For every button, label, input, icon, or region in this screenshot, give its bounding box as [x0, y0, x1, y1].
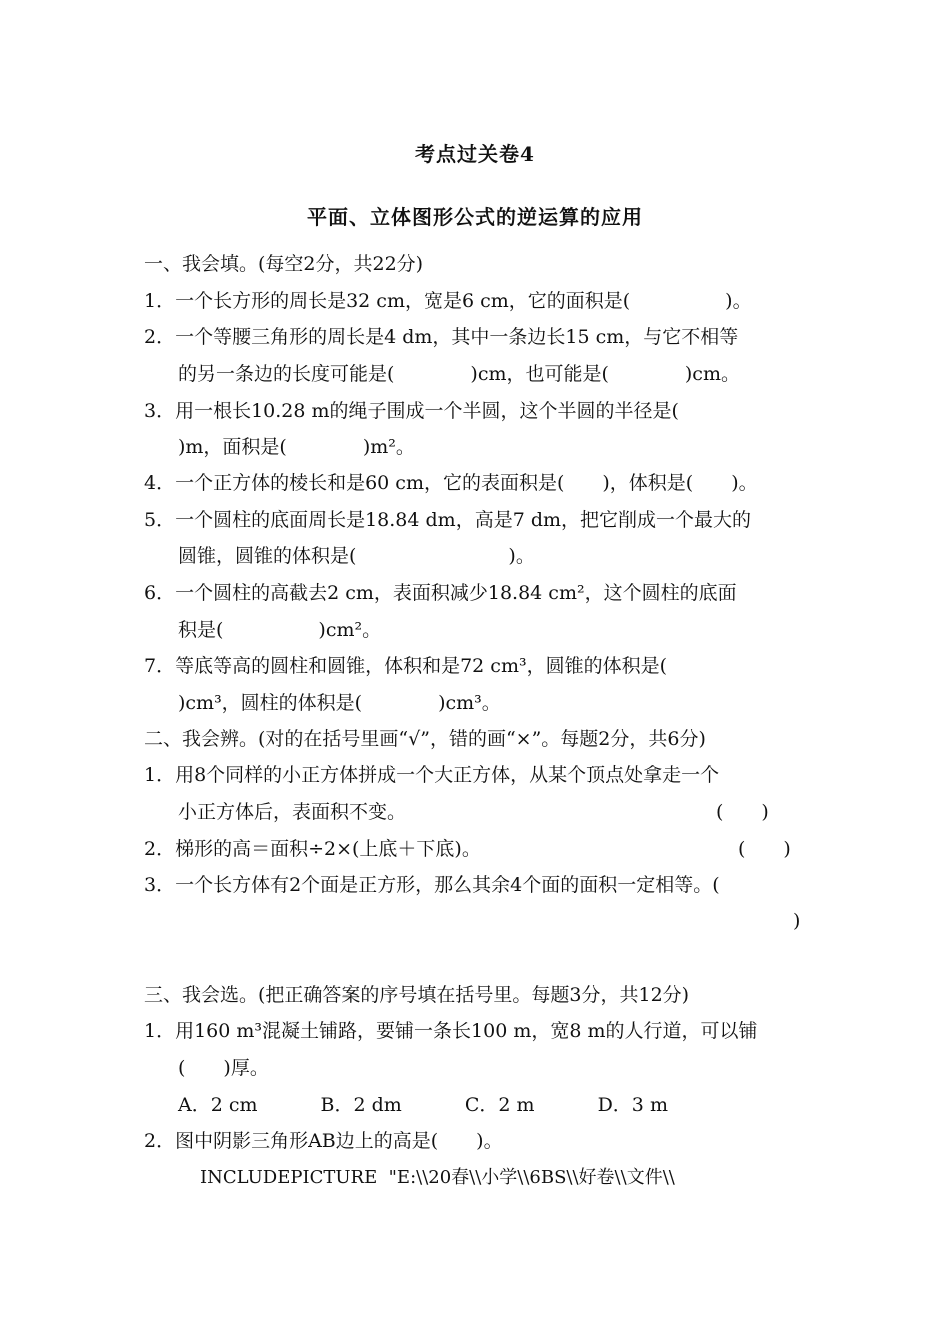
s3-q1a: 1．用160 m³混凝土铺路，要铺一条长100 m，宽8 m的人行道，可以铺	[144, 1020, 758, 1042]
page-subtitle: 平面、立体图形公式的逆运算的应用	[307, 205, 643, 229]
s1-q6a: 6．一个圆柱的高截去2 cm，表面积减少18.84 cm²，这个圆柱的底面	[144, 582, 737, 604]
s3-q1b: ( )厚。	[178, 1057, 269, 1079]
s1-q3a: 3．用一根长10.28 m的绳子围成一个半圆，这个半圆的半径是(	[144, 400, 679, 422]
s2-q1b: 小正方体后，表面积不变。	[178, 801, 407, 823]
s1-q5b: 圆锥，圆锥的体积是( )。	[178, 545, 535, 567]
s1-q2a: 2．一个等腰三角形的周长是4 dm，其中一条边长15 cm，与它不相等	[144, 326, 739, 348]
s1-q1: 1．一个长方形的周长是32 cm，宽是6 cm，它的面积是( )。	[144, 290, 752, 312]
s1-q7b: )cm³，圆柱的体积是( )cm³。	[178, 692, 501, 714]
s1-q4: 4．一个正方体的棱长和是60 cm，它的表面积是( )，体积是( )。	[144, 472, 758, 494]
s1-q5a: 5．一个圆柱的底面周长是18.84 dm，高是7 dm，把它削成一个最大的	[144, 509, 752, 531]
section3-heading: 三、我会选。(把正确答案的序号填在括号里。每题3分，共12分)	[144, 984, 690, 1006]
s2-q1-answer-paren: ( )	[716, 801, 769, 823]
s2-q3: 3．一个长方体有2个面是正方形，那么其余4个面的面积一定相等。(	[144, 874, 720, 896]
s1-q6b: 积是( )cm²。	[178, 619, 382, 641]
s3-q1-options: A．2 cm B．2 dm C．2 m D．3 m	[178, 1094, 668, 1116]
s2-q2-answer-paren: ( )	[738, 838, 791, 860]
page-title: 考点过关卷4	[415, 142, 535, 166]
section2-heading: 二、我会辨。(对的在括号里画“√”，错的画“×”。每题2分，共6分)	[144, 728, 706, 750]
s1-q2b: 的另一条边的长度可能是( )cm，也可能是( )cm。	[178, 363, 740, 385]
includepicture-field-code: INCLUDEPICTURE "E:\\20春\\小学\\6BS\\好卷\\文件\\	[200, 1167, 675, 1188]
s1-q3b: )m，面积是( )m²。	[178, 436, 415, 458]
s2-q2: 2．梯形的高＝面积÷2×(上底＋下底)。	[144, 838, 481, 860]
s2-q3-answer-close: )	[793, 910, 801, 932]
s2-q1a: 1．用8个同样的小正方体拼成一个大正方体，从某个顶点处拿走一个	[144, 764, 720, 786]
section1-heading: 一、我会填。(每空2分，共22分)	[144, 253, 424, 275]
s1-q7a: 7．等底等高的圆柱和圆锥，体积和是72 cm³，圆锥的体积是(	[144, 655, 667, 677]
s3-q2: 2．图中阴影三角形AB边上的高是( )。	[144, 1130, 503, 1152]
